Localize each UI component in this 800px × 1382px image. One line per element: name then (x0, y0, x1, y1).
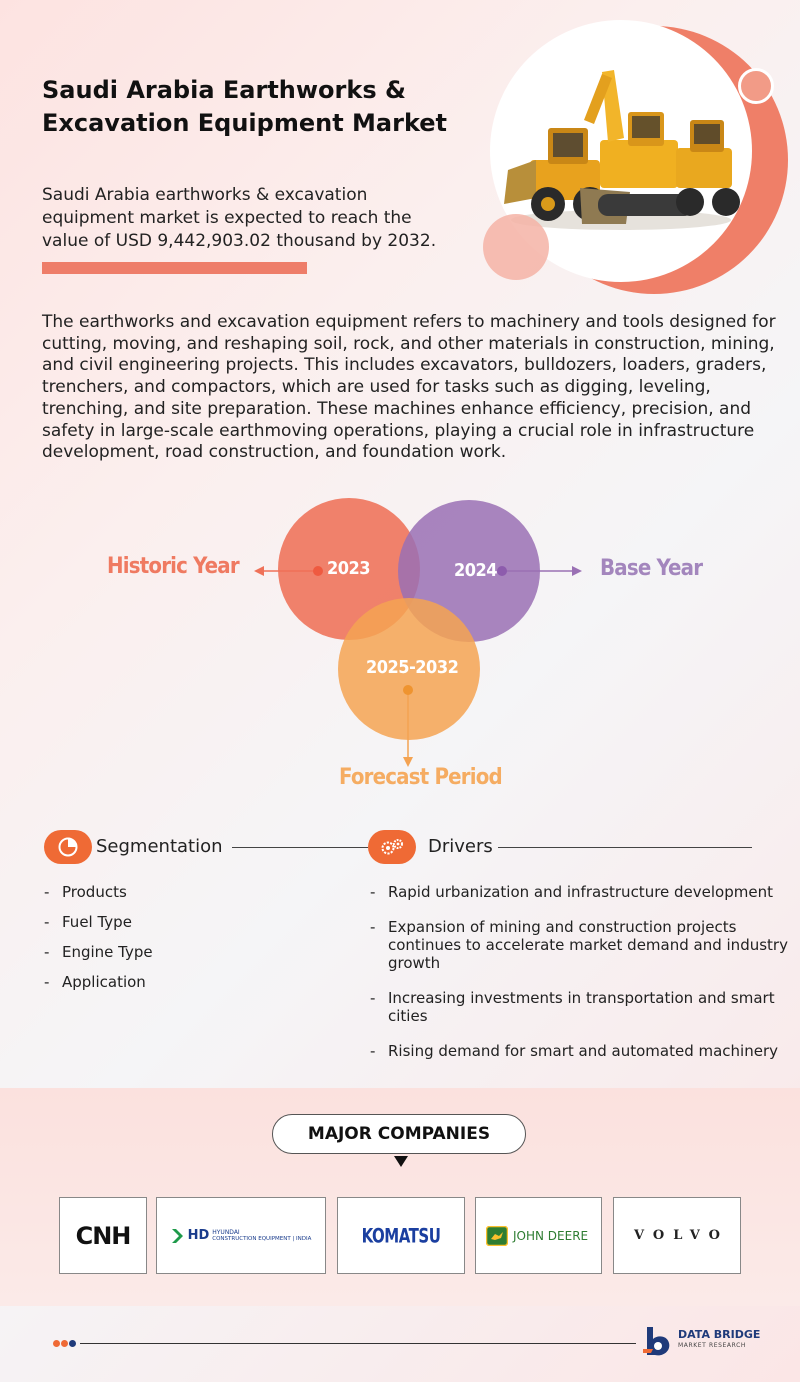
volvo-logo (613, 1197, 741, 1274)
segmentation-list (44, 883, 344, 1003)
list-item: - Rising demand for smart and automated machinery (370, 1042, 790, 1060)
list-item: - Expansion of mining and construction projects continues to accelerate market demand and industry growth (370, 918, 790, 972)
forecast-period-value: 2025-2032 (366, 657, 459, 678)
john-deere-logo-text: JOHN DEERE (513, 1228, 589, 1243)
list-item: - Products (44, 883, 344, 901)
list-item: - Fuel Type (44, 913, 344, 931)
base-year-label: Base Year (600, 556, 703, 581)
major-companies-heading: MAJOR COMPANIES (272, 1114, 526, 1154)
page-title: Saudi Arabia Earthworks & Excavation Equipment Market (42, 76, 448, 137)
hd-brand-line1: HYUNDAI (212, 1228, 240, 1236)
john-deere-logo (475, 1197, 602, 1274)
footer-dot (69, 1340, 76, 1347)
forecast-period-label: Forecast Period (339, 765, 502, 790)
historic-year-value: 2023 (327, 558, 371, 579)
footer-dot (53, 1340, 60, 1347)
deer-icon (486, 1226, 508, 1246)
drivers-title: Drivers (428, 836, 493, 857)
list-item: - Increasing investments in transportation and smart cities (370, 989, 790, 1025)
list-item: - Rapid urbanization and infrastructure development (370, 883, 790, 901)
down-arrow-icon (394, 1156, 408, 1167)
footer-dot (61, 1340, 68, 1347)
drivers-list (370, 883, 790, 1077)
base-year-value: 2024 (454, 560, 498, 581)
hyundai-ce-logo (156, 1197, 326, 1274)
segmentation-title: Segmentation (96, 836, 223, 857)
segmentation-divider (232, 847, 368, 848)
komatsu-logo-text: KOMATSU (361, 1223, 441, 1248)
cnh-logo-text: CNH (75, 1221, 131, 1250)
market-summary: Saudi Arabia earthworks & excavation equipment market is expected to reach the value of USD 9,442,903.02 thousand by 2032. (42, 185, 437, 251)
brand-name: DATA BRIDGE (678, 1328, 761, 1341)
cnh-logo (59, 1197, 147, 1274)
historic-year-label: Historic Year (107, 554, 239, 579)
data-bridge-logo-icon (643, 1325, 675, 1359)
komatsu-logo (337, 1197, 465, 1274)
list-item: - Engine Type (44, 943, 344, 961)
brand-tagline: MARKET RESEARCH (678, 1342, 746, 1349)
market-description: The earthworks and excavation equipment refers to machinery and tools designed for cutting, moving, and reshaping soil, rock, and other materials in construction, mining, and civil engineering projects. This includes excavators, bulldozers, loaders, graders, trenchers, and compactors, which are used for tasks such as digging, leveling, trenching, and site preparation. These machines enhance efficiency, precision, and safety in large-scale earthmoving operations, playing a crucial role in infrastructure development, road construction, and foundation work. (42, 312, 776, 463)
footer-divider (80, 1343, 636, 1344)
gears-icon (368, 830, 416, 864)
hd-chevron-icon (171, 1228, 185, 1244)
hd-mark: HD (187, 1228, 210, 1243)
drivers-divider (498, 847, 752, 848)
pie-chart-icon (44, 830, 92, 864)
hd-brand-line2: CONSTRUCTION EQUIPMENT | INDIA (212, 1235, 312, 1242)
volvo-logo-text: VOLVO (634, 1228, 729, 1243)
list-item: - Application (44, 973, 344, 991)
